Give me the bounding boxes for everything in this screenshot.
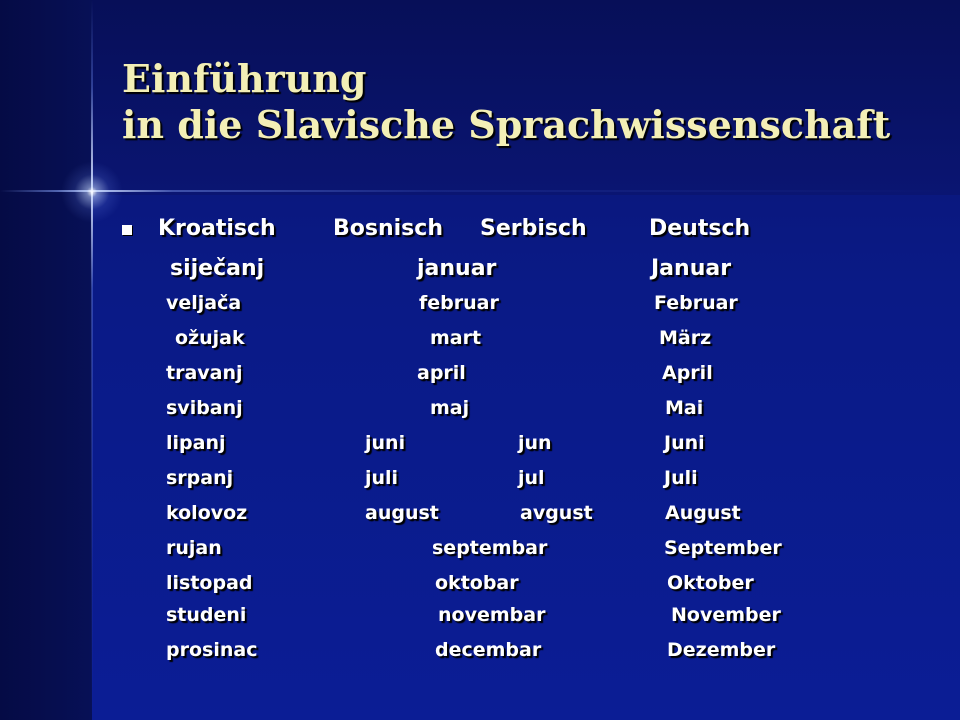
- cell-bosnisch-serbisch: februar: [419, 292, 499, 314]
- cell-deutsch: Februar: [654, 292, 738, 314]
- cell-deutsch: September: [664, 537, 782, 559]
- header-kroatisch: Kroatisch: [158, 216, 276, 241]
- header-deutsch: Deutsch: [649, 216, 751, 241]
- cell-deutsch: August: [665, 502, 741, 524]
- slide-title: [122, 56, 890, 148]
- title-line-2: in die Slavische Sprachwissenschaft: [122, 102, 891, 147]
- cell-deutsch: April: [662, 362, 713, 384]
- bullet-square-icon: [122, 225, 132, 235]
- cell-deutsch: Januar: [651, 256, 732, 281]
- cell-serbisch: jun: [518, 432, 552, 454]
- sparkle-glow: [61, 161, 123, 223]
- cell-bosnisch: august: [365, 502, 439, 524]
- cell-bosnisch-serbisch: oktobar: [435, 572, 519, 594]
- cell-kroatisch: ožujak: [175, 327, 245, 349]
- cell-deutsch: Dezember: [667, 639, 776, 661]
- header-bosnisch: Bosnisch: [333, 216, 443, 241]
- cell-kroatisch: prosinac: [166, 639, 258, 661]
- cell-bosnisch: juni: [365, 432, 406, 454]
- title-line-1: Einführung: [122, 56, 367, 101]
- cell-deutsch: März: [659, 327, 712, 349]
- cell-bosnisch-serbisch: decembar: [435, 639, 542, 661]
- cell-kroatisch: lipanj: [166, 432, 226, 454]
- cell-deutsch: November: [671, 604, 781, 626]
- cell-bosnisch-serbisch: septembar: [432, 537, 548, 559]
- cell-kroatisch: veljača: [166, 292, 242, 314]
- cell-bosnisch-serbisch: april: [417, 362, 466, 384]
- cell-deutsch: Oktober: [667, 572, 754, 594]
- cell-serbisch: avgust: [520, 502, 593, 524]
- cell-deutsch: Mai: [665, 397, 704, 419]
- cell-kroatisch: svibanj: [166, 397, 243, 419]
- cell-deutsch: Juni: [664, 432, 705, 454]
- cell-bosnisch-serbisch: maj: [430, 397, 470, 419]
- horizontal-light-line: [0, 190, 960, 192]
- cell-serbisch: jul: [518, 467, 545, 489]
- vertical-light-line: [91, 0, 93, 720]
- cell-bosnisch: juli: [365, 467, 399, 489]
- cell-kroatisch: studeni: [166, 604, 247, 626]
- cell-kroatisch: rujan: [166, 537, 222, 559]
- cell-kroatisch: siječanj: [170, 256, 265, 281]
- cell-kroatisch: travanj: [166, 362, 243, 384]
- cell-bosnisch-serbisch: novembar: [438, 604, 546, 626]
- left-band: [0, 0, 92, 720]
- cell-bosnisch-serbisch: mart: [430, 327, 482, 349]
- cell-kroatisch: kolovoz: [166, 502, 248, 524]
- cell-kroatisch: srpanj: [166, 467, 234, 489]
- cell-bosnisch-serbisch: januar: [417, 256, 497, 281]
- cell-deutsch: Juli: [664, 467, 698, 489]
- cell-kroatisch: listopad: [166, 572, 253, 594]
- header-serbisch: Serbisch: [480, 216, 587, 241]
